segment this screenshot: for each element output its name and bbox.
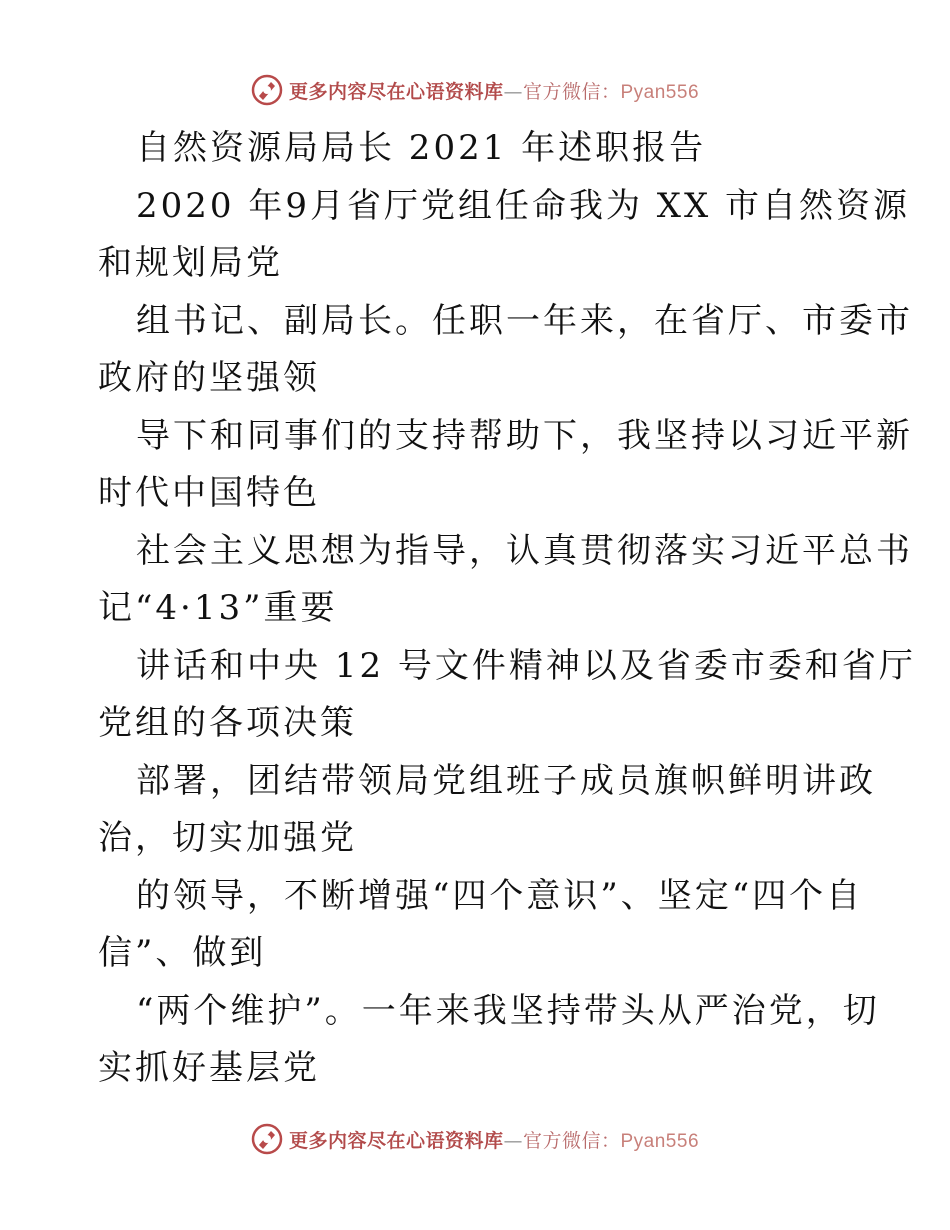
text-line: 和规划局党 bbox=[98, 243, 283, 283]
document-title: 自然资源局局长 2021 年述职报告 bbox=[136, 128, 707, 168]
watermark-text bbox=[289, 77, 699, 104]
text-line: 实抓好基层党 bbox=[98, 1048, 320, 1088]
text-line: 党组的各项决策 bbox=[98, 703, 357, 743]
watermark-banner-bottom bbox=[0, 1119, 950, 1159]
text-line: 信”、做到 bbox=[98, 933, 267, 973]
watermark-wechat-id: Pyan556 bbox=[620, 1130, 700, 1152]
watermark-banner-top bbox=[0, 70, 950, 110]
logo-icon bbox=[251, 1123, 283, 1155]
text-line: 社会主义思想为指导，认真贯彻落实习近平总书 bbox=[136, 530, 913, 571]
watermark-main: 更多内容尽在心语资料库 bbox=[288, 1129, 504, 1152]
watermark-wechat-id: Pyan556 bbox=[620, 81, 700, 103]
watermark-wechat-label: 官方微信： bbox=[522, 80, 621, 103]
watermark-dash: — bbox=[503, 80, 523, 103]
text-line: 导下和同事们的支持帮助下，我坚持以习近平新 bbox=[136, 415, 913, 456]
text-line: 部署，团结带领局党组班子成员旗帜鲜明讲政 bbox=[136, 760, 876, 801]
text-line: 记“4·13”重要 bbox=[98, 588, 338, 628]
text-line: 讲话和中央 12 号文件精神以及省委市委和省厅 bbox=[136, 645, 916, 686]
text-line: 的领导，不断增强“四个意识”、坚定“四个自 bbox=[136, 875, 864, 916]
document-body bbox=[98, 120, 916, 1098]
text-line: 治，切实加强党 bbox=[98, 818, 357, 858]
text-line: 组书记、副局长。任职一年来，在省厅、市委市 bbox=[136, 300, 913, 341]
watermark-main: 更多内容尽在心语资料库 bbox=[288, 80, 504, 103]
text-line: 时代中国特色 bbox=[98, 473, 320, 513]
text-line: 政府的坚强领 bbox=[98, 358, 320, 398]
watermark-dash: — bbox=[503, 1129, 523, 1152]
text-line: “两个维护”。一年来我坚持带头从严治党，切 bbox=[136, 990, 880, 1031]
watermark-text bbox=[289, 1126, 699, 1153]
text-line: 2020 年9月省厅党组任命我为 XX 市自然资源 bbox=[136, 185, 910, 226]
watermark-wechat-label: 官方微信： bbox=[522, 1129, 621, 1152]
logo-icon bbox=[251, 74, 283, 106]
